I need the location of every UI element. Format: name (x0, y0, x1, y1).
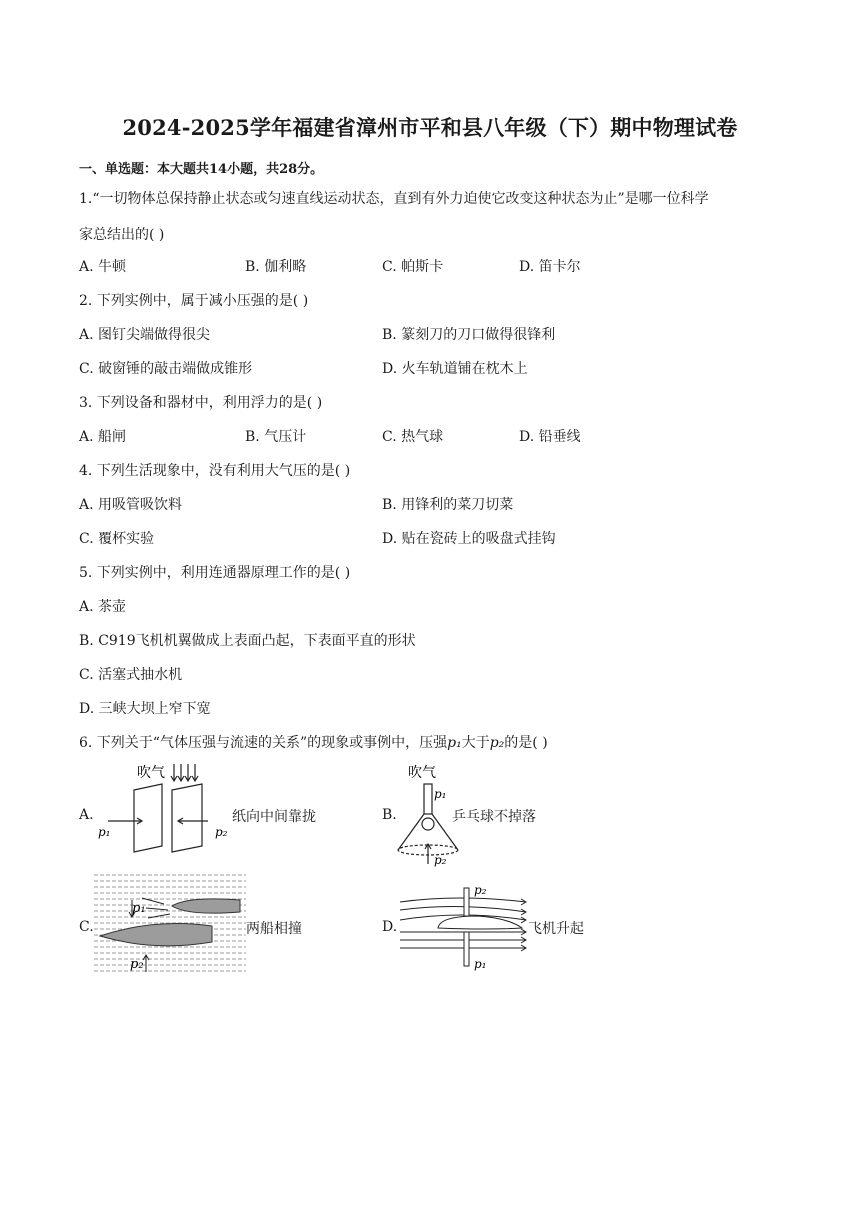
question-6-stem-p1: p₁ (447, 735, 462, 751)
p1-label-a: p₁ (98, 825, 111, 839)
question-6-option-d-letter[interactable]: D. (382, 919, 398, 935)
question-2-option-a[interactable]: A. 图钉尖端做得很尖 (79, 327, 211, 343)
question-6-stem-pre: 6. 下列关于“气体压强与流速的关系”的现象或事例中，压强 (79, 735, 448, 751)
question-4-option-d[interactable]: D. 贴在瓷砖上的吸盘式挂钩 (382, 531, 556, 547)
question-5-option-d[interactable]: D. 三峡大坝上窄下宽 (79, 701, 211, 717)
ships-diagram (94, 872, 246, 974)
question-1-option-b[interactable]: B. 伽利略 (245, 259, 307, 275)
p1-label-b: p₁ (434, 787, 447, 801)
question-1-stem-line1: 1.“一切物体总保持静止状态或匀速直线运动状态，直到有外力迫使它改变这种状态为止”是哪一位科学 (79, 191, 709, 207)
question-2-stem: 2. 下列实例中，属于减小压强的是( ) (79, 293, 309, 309)
paper-diagram (90, 760, 250, 860)
caption-a: 纸向中间靠拢 (232, 809, 316, 825)
question-3-option-a[interactable]: A. 船闸 (79, 429, 127, 445)
p1-label-d: p₁ (474, 957, 487, 971)
question-2-option-d[interactable]: D. 火车轨道铺在枕木上 (382, 361, 528, 377)
question-1-option-c[interactable]: C. 帕斯卡 (382, 259, 444, 275)
question-3-stem: 3. 下列设备和器材中，利用浮力的是( ) (79, 395, 323, 411)
question-6-stem-post: 的是( ) (504, 735, 548, 751)
question-5-option-b[interactable]: B. C919飞机机翼做成上表面凸起，下表面平直的形状 (79, 633, 416, 649)
question-4-option-a[interactable]: A. 用吸管吸饮料 (79, 497, 183, 513)
p2-label-a: p₂ (215, 825, 228, 839)
question-1-stem-line2: 家总结出的( ) (79, 227, 165, 243)
question-1-option-a[interactable]: A. 牛顿 (79, 259, 127, 275)
question-3-option-d[interactable]: D. 铅垂线 (519, 429, 581, 445)
page-title: 2024-2025学年福建省漳州市平和县八年级（下）期中物理试卷 (122, 115, 738, 140)
question-6-option-c-letter[interactable]: C. (79, 919, 94, 935)
question-6-option-a-letter[interactable]: A. (79, 807, 94, 823)
p2-label-d: p₂ (474, 883, 487, 897)
question-4-option-c[interactable]: C. 覆杯实验 (79, 531, 155, 547)
blow-label-a: 吹气 (137, 765, 165, 781)
question-2-option-c[interactable]: C. 破窗锤的敲击端做成锥形 (79, 361, 253, 377)
question-5-option-c[interactable]: C. 活塞式抽水机 (79, 667, 183, 683)
blow-label-b: 吹气 (408, 765, 436, 781)
question-3-option-c[interactable]: C. 热气球 (382, 429, 444, 445)
p2-label-c: p₂ (130, 957, 144, 972)
question-5-option-a[interactable]: A. 茶壶 (79, 599, 127, 615)
section-heading: 一、单选题：本大题共14小题，共28分。 (79, 162, 324, 177)
question-6-stem-p2: p₂ (489, 735, 505, 751)
question-3-option-b[interactable]: B. 气压计 (245, 429, 307, 445)
question-4-option-b[interactable]: B. 用锋利的菜刀切菜 (382, 497, 514, 513)
question-6-option-b-letter[interactable]: B. (382, 807, 397, 823)
question-6-stem-mid: 大于 (461, 735, 490, 751)
caption-d: 飞机升起 (528, 921, 584, 937)
question-4-stem: 4. 下列生活现象中，没有利用大气压的是( ) (79, 463, 351, 479)
question-2-option-b[interactable]: B. 篆刻刀的刀口做得很锋利 (382, 327, 556, 343)
question-6-stem (79, 734, 548, 752)
question-1-option-d[interactable]: D. 笛卡尔 (519, 259, 581, 275)
question-5-stem: 5. 下列实例中，利用连通器原理工作的是( ) (79, 565, 351, 581)
caption-c: 两船相撞 (246, 921, 302, 937)
p1-label-c: p₁ (132, 901, 146, 916)
caption-b: 乒乓球不掉落 (452, 809, 536, 825)
p2-label-b: p₂ (434, 853, 447, 867)
